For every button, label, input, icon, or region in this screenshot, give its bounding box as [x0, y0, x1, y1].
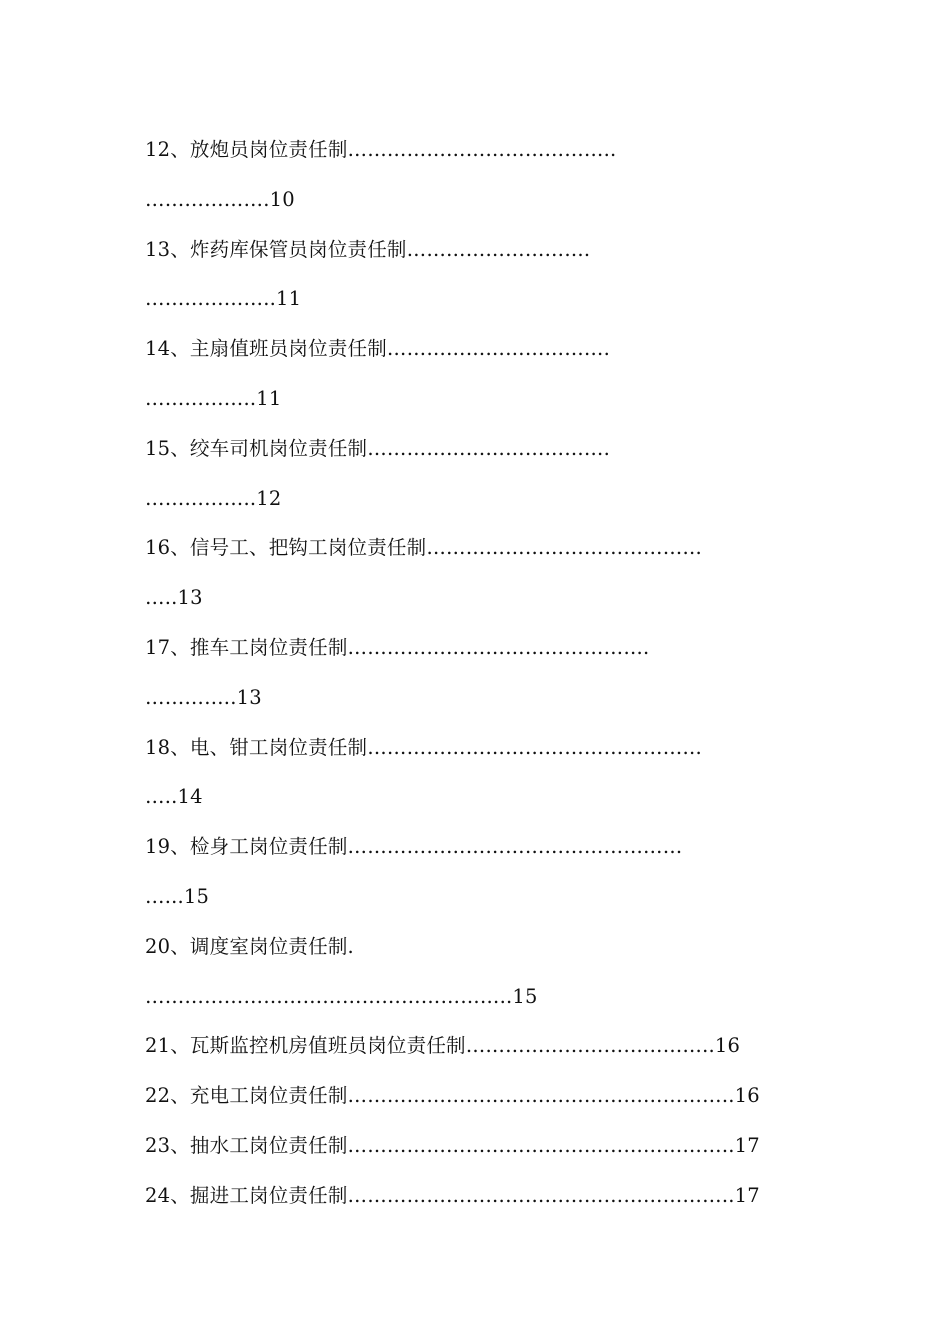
- toc-entry-18-page[interactable]: …..14: [145, 785, 203, 809]
- toc-entry-24[interactable]: 24、掘进工岗位责任制…………………………………………………..17: [145, 1183, 760, 1207]
- toc-entry-12-page[interactable]: ……………….10: [145, 187, 295, 211]
- toc-entry-22[interactable]: 22、充电工岗位责任制…………………………………………………..16: [145, 1084, 760, 1108]
- toc-entry-16-title[interactable]: 16、信号工、把钩工岗位责任制……………………………………: [145, 536, 703, 560]
- table-of-contents: [145, 125, 825, 1221]
- toc-entry-23[interactable]: 23、抽水工岗位责任制…………………………………………………..17: [145, 1133, 760, 1157]
- toc-entry-17-title[interactable]: 17、推车工岗位责任制……………………………………….: [145, 635, 650, 659]
- toc-entry-12-title[interactable]: 12、放炮员岗位责任制…………………………………..: [145, 138, 617, 161]
- toc-entry-13-page[interactable]: ………………..11: [145, 287, 302, 311]
- toc-entry-17-page[interactable]: …………..13: [145, 685, 262, 709]
- toc-entry-13-title[interactable]: 13、炸药库保管员岗位责任制……………………….: [145, 237, 591, 261]
- toc-entry-20-page[interactable]: ………………………………………………..15: [145, 984, 538, 1008]
- toc-entry-15-title[interactable]: 15、绞车司机岗位责任制……………………………….: [145, 436, 611, 460]
- toc-entry-18-title[interactable]: 18、电、钳工岗位责任制……………………………………………: [145, 735, 703, 759]
- toc-entry-16-page[interactable]: …..13: [145, 586, 203, 610]
- toc-entry-14-title[interactable]: 14、主扇值班员岗位责任制…………………………….: [145, 337, 611, 361]
- toc-entry-19-page[interactable]: …...15: [145, 884, 210, 908]
- toc-entry-21[interactable]: 21、瓦斯监控机房值班员岗位责任制………………………………..16: [145, 1034, 741, 1058]
- toc-entry-19-title[interactable]: 19、检身工岗位责任制……………………………………………: [145, 835, 683, 859]
- toc-entry-14-page[interactable]: ……………..11: [145, 386, 282, 410]
- toc-entry-20-title[interactable]: 20、调度室岗位责任制.: [145, 934, 354, 958]
- toc-entry-15-page[interactable]: ……………..12: [145, 486, 282, 510]
